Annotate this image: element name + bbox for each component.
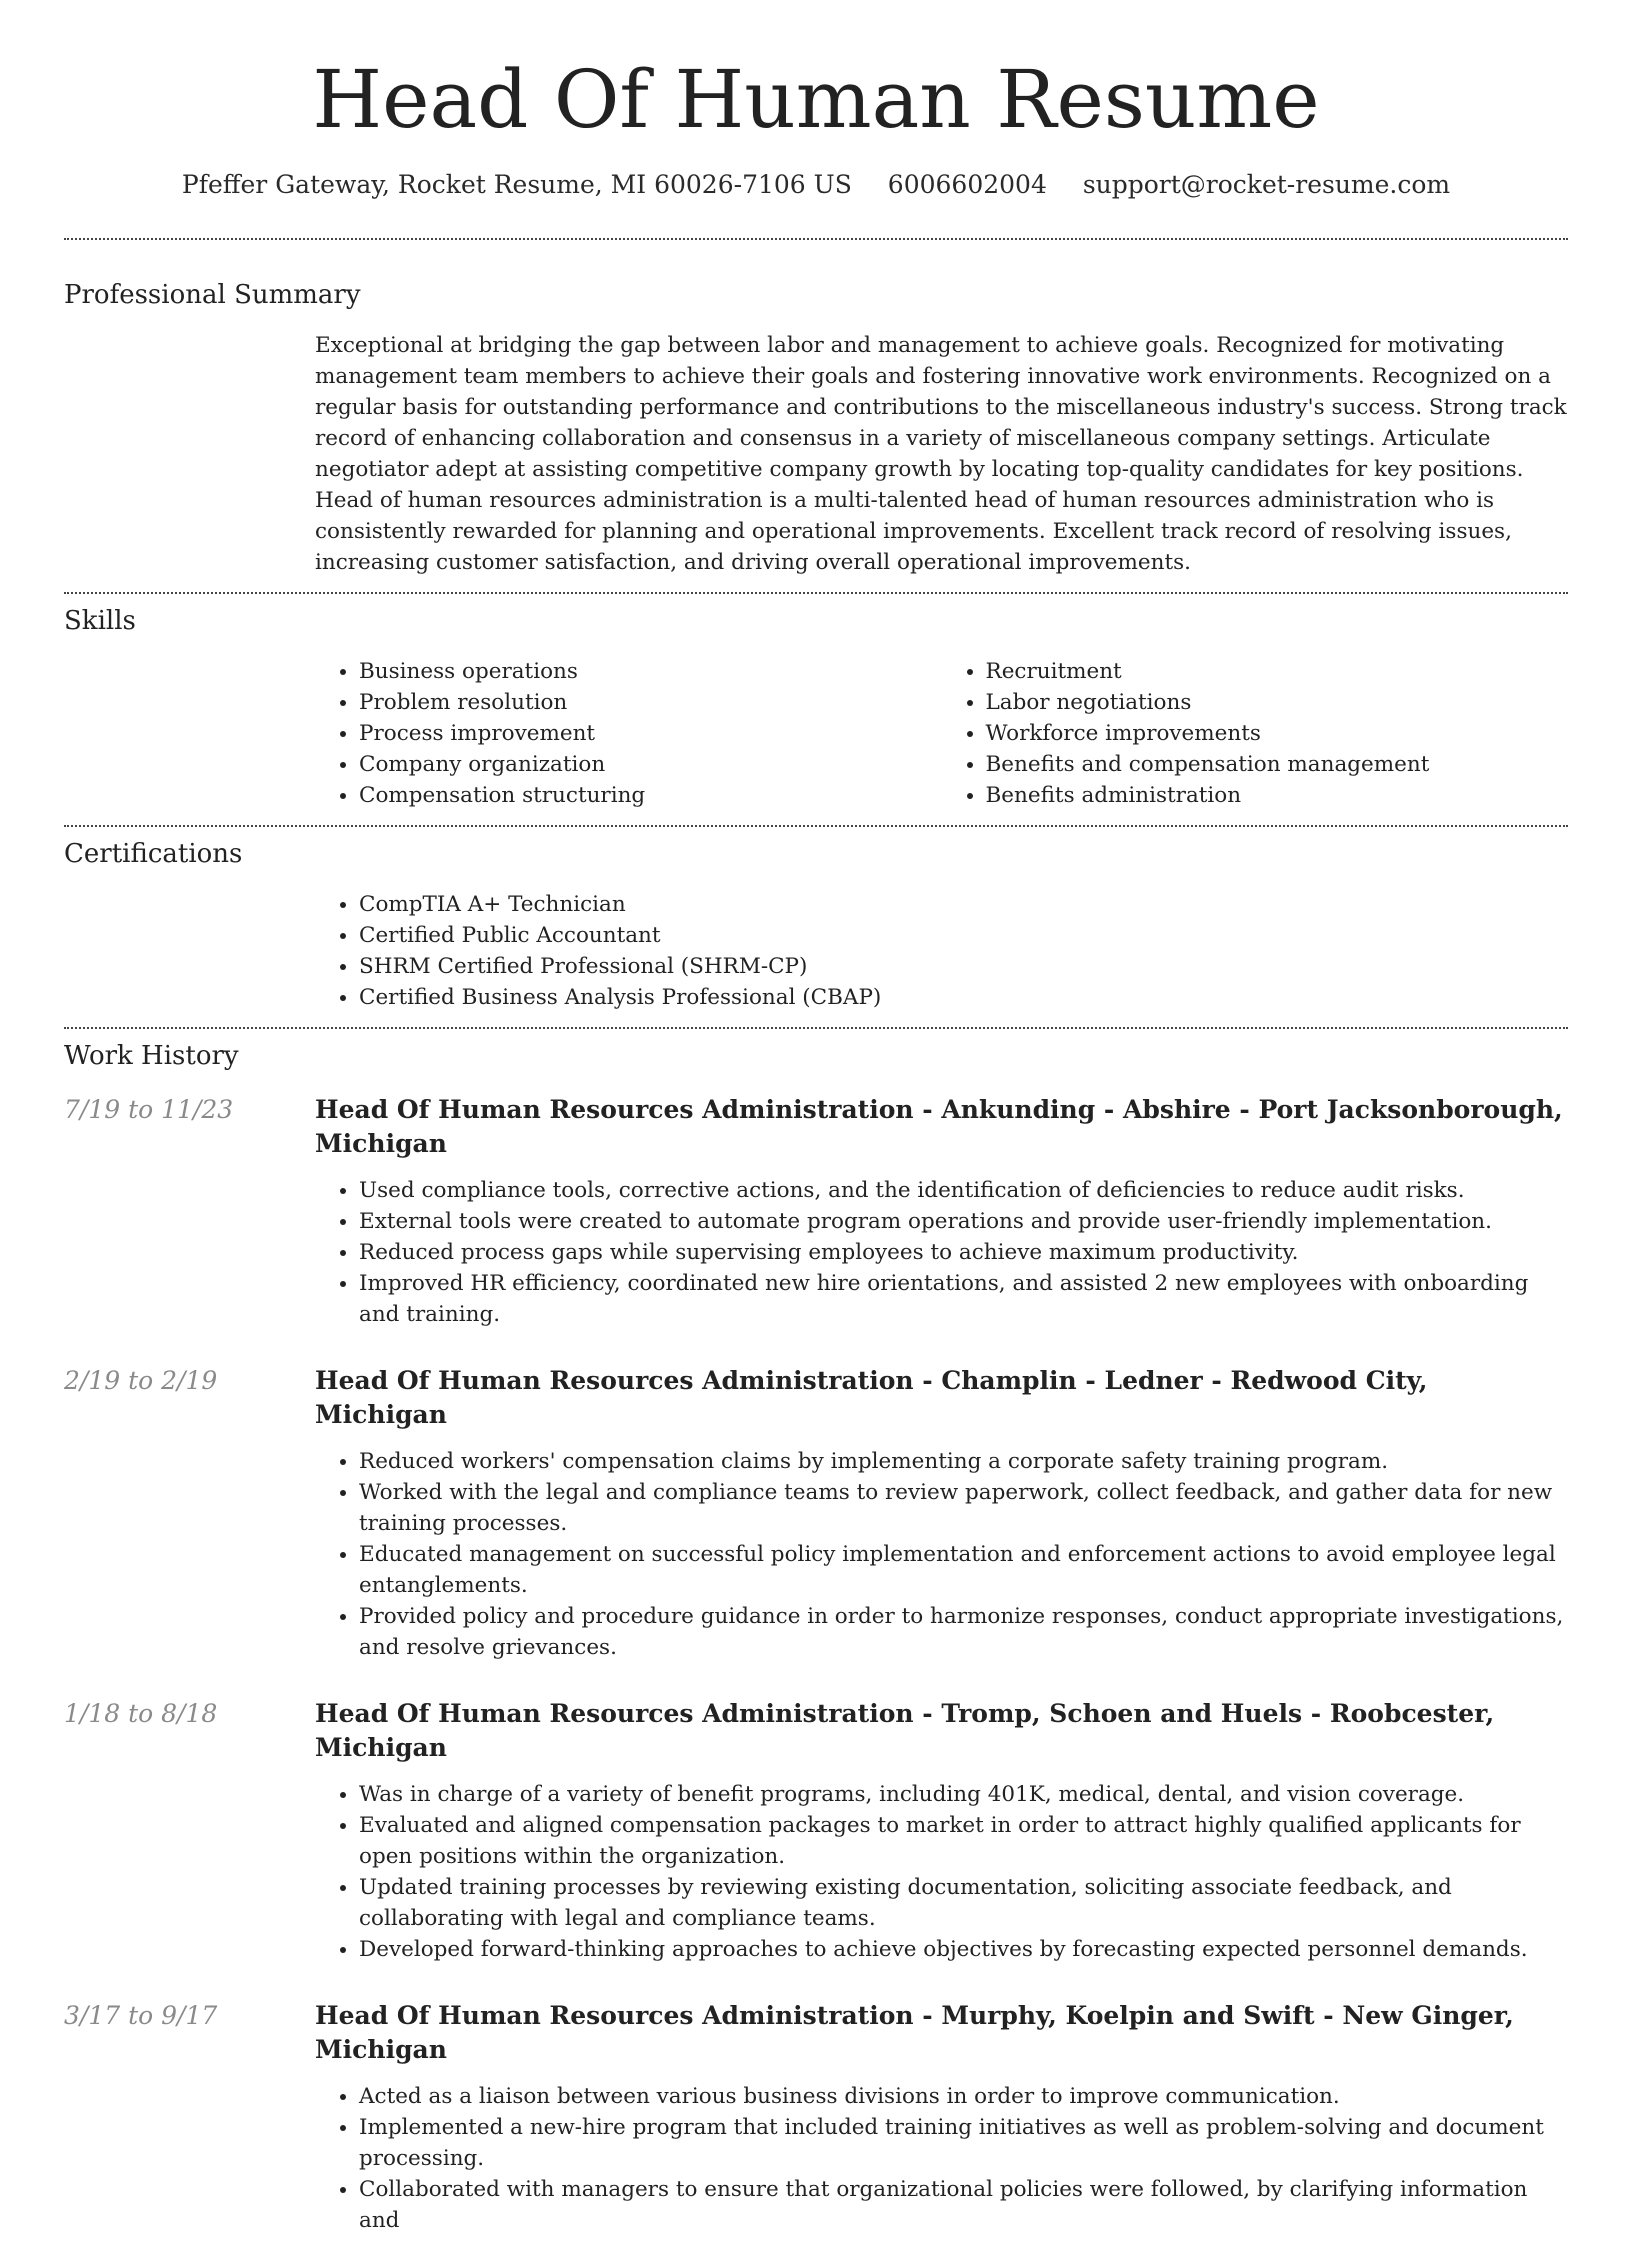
job-bullet: • Used compliance tools, corrective actions, and the identification of deficiencies to reduce audit risks.: [359, 1175, 1568, 1206]
summary-title: Professional Summary: [64, 280, 361, 310]
skill-item: • Business operations: [359, 656, 942, 687]
skill-item: • Recruitment: [986, 656, 1569, 687]
skill-item: • Benefits administration: [986, 780, 1569, 811]
job-date: 7/19 to 11/23: [64, 1095, 234, 1124]
job-date: 2/19 to 2/19: [64, 1366, 218, 1395]
job-bullets: [315, 1175, 1568, 1330]
certifications-section: [64, 827, 1568, 1027]
contact-line: [64, 168, 1568, 202]
certification-item: • Certified Business Analysis Professional (CBAP): [359, 982, 1568, 1013]
job-title: Head Of Human Resources Administration - Murphy, Koelpin and Swift - New Ginger, Michigan: [315, 2001, 1514, 2064]
job-bullet: • Was in charge of a variety of benefit programs, including 401K, medical, dental, and vision coverage.: [359, 1779, 1568, 1810]
skills-list-right: [942, 656, 1569, 811]
certifications-list: [315, 889, 1568, 1013]
contact-address: Pfeffer Gateway, Rocket Resume, MI 60026-7106 US: [181, 170, 852, 199]
job-entry: [64, 1697, 1568, 1965]
job-entry: [64, 1364, 1568, 1663]
certification-item: • SHRM Certified Professional (SHRM-CP): [359, 951, 1568, 982]
skill-item: • Process improvement: [359, 718, 942, 749]
skill-item: • Compensation structuring: [359, 780, 942, 811]
job-bullet: • Developed forward-thinking approaches to achieve objectives by forecasting expected personnel demands.: [359, 1934, 1568, 1965]
summary-section: [64, 240, 1568, 592]
contact-email: support@rocket-resume.com: [1082, 170, 1451, 199]
job-bullet: • Worked with the legal and compliance teams to review paperwork, collect feedback, and gather data for new training processes.: [359, 1477, 1568, 1539]
skill-item: • Problem resolution: [359, 687, 942, 718]
job-title: Head Of Human Resources Administration - Champlin - Ledner - Redwood City, Michigan: [315, 1366, 1428, 1429]
job-bullets: [315, 1779, 1568, 1965]
job-bullet: • Reduced process gaps while supervising employees to achieve maximum productivity.: [359, 1237, 1568, 1268]
work-history-title: Work History: [64, 1041, 239, 1071]
job-bullet: • Updated training processes by reviewing existing documentation, soliciting associate feedback, and collaborating with legal and compliance teams.: [359, 1872, 1568, 1934]
job-bullet: • External tools were created to automate program operations and provide user-friendly implementation.: [359, 1206, 1568, 1237]
job-bullet: • Evaluated and aligned compensation packages to market in order to attract highly qualified applicants for open positions within the organization.: [359, 1810, 1568, 1872]
job-bullet: • Provided policy and procedure guidance in order to harmonize responses, conduct appropriate investigations, and resolve grievances.: [359, 1601, 1568, 1663]
job-bullets: [315, 2081, 1568, 2236]
resume-name: Head Of Human Resume: [312, 53, 1320, 146]
contact-phone: 6006602004: [887, 170, 1047, 199]
job-title: Head Of Human Resources Administration - Ankunding - Abshire - Port Jacksonborough, Michigan: [315, 1095, 1563, 1158]
job-entry: [64, 1999, 1568, 2236]
job-bullet: • Reduced workers' compensation claims by implementing a corporate safety training program.: [359, 1446, 1568, 1477]
certification-item: • CompTIA A+ Technician: [359, 889, 1568, 920]
job-bullets: [315, 1446, 1568, 1663]
certifications-title: Certifications: [64, 839, 243, 869]
skill-item: • Company organization: [359, 749, 942, 780]
job-bullet: • Acted as a liaison between various business divisions in order to improve communication.: [359, 2081, 1568, 2112]
skills-section: [64, 594, 1568, 825]
job-bullet: • Improved HR efficiency, coordinated new hire orientations, and assisted 2 new employees with onboarding and training.: [359, 1268, 1568, 1330]
skills-list-left: [315, 656, 942, 811]
certification-item: • Certified Public Accountant: [359, 920, 1568, 951]
job-title: Head Of Human Resources Administration - Tromp, Schoen and Huels - Roobcester, Michigan: [315, 1699, 1495, 1762]
work-history-section: [64, 1029, 1568, 2250]
skill-item: • Labor negotiations: [986, 687, 1569, 718]
job-bullet: • Implemented a new-hire program that included training initiatives as well as problem-solving and document processing.: [359, 2112, 1568, 2174]
skills-title: Skills: [64, 606, 136, 636]
job-date: 3/17 to 9/17: [64, 2001, 218, 2030]
job-entry: [64, 1093, 1568, 1330]
job-bullet: • Educated management on successful policy implementation and enforcement actions to avoid employee legal entanglements.: [359, 1539, 1568, 1601]
job-bullet: • Collaborated with managers to ensure that organizational policies were followed, by clarifying information and: [359, 2174, 1568, 2236]
summary-text: Exceptional at bridging the gap between labor and management to achieve goals. Recognized for motivating management team members to achieve their goals and fostering innovative work environments. Recognized on a regular basis for outstanding performance and contributions to the miscellaneous industry's success. Strong track record of enhancing collaboration and consensus in a variety of miscellaneous company settings. Articulate negotiator adept at assisting competitive company growth by locating top-quality candidates for key positions. Head of human resources administration is a multi-talented head of human resources administration who is consistently rewarded for planning and operational improvements. Excellent track record of resolving issues, increasing customer satisfaction, and driving overall operational improvements.: [315, 333, 1567, 575]
skill-item: • Workforce improvements: [986, 718, 1569, 749]
skill-item: • Benefits and compensation management: [986, 749, 1569, 780]
job-date: 1/18 to 8/18: [64, 1699, 218, 1728]
